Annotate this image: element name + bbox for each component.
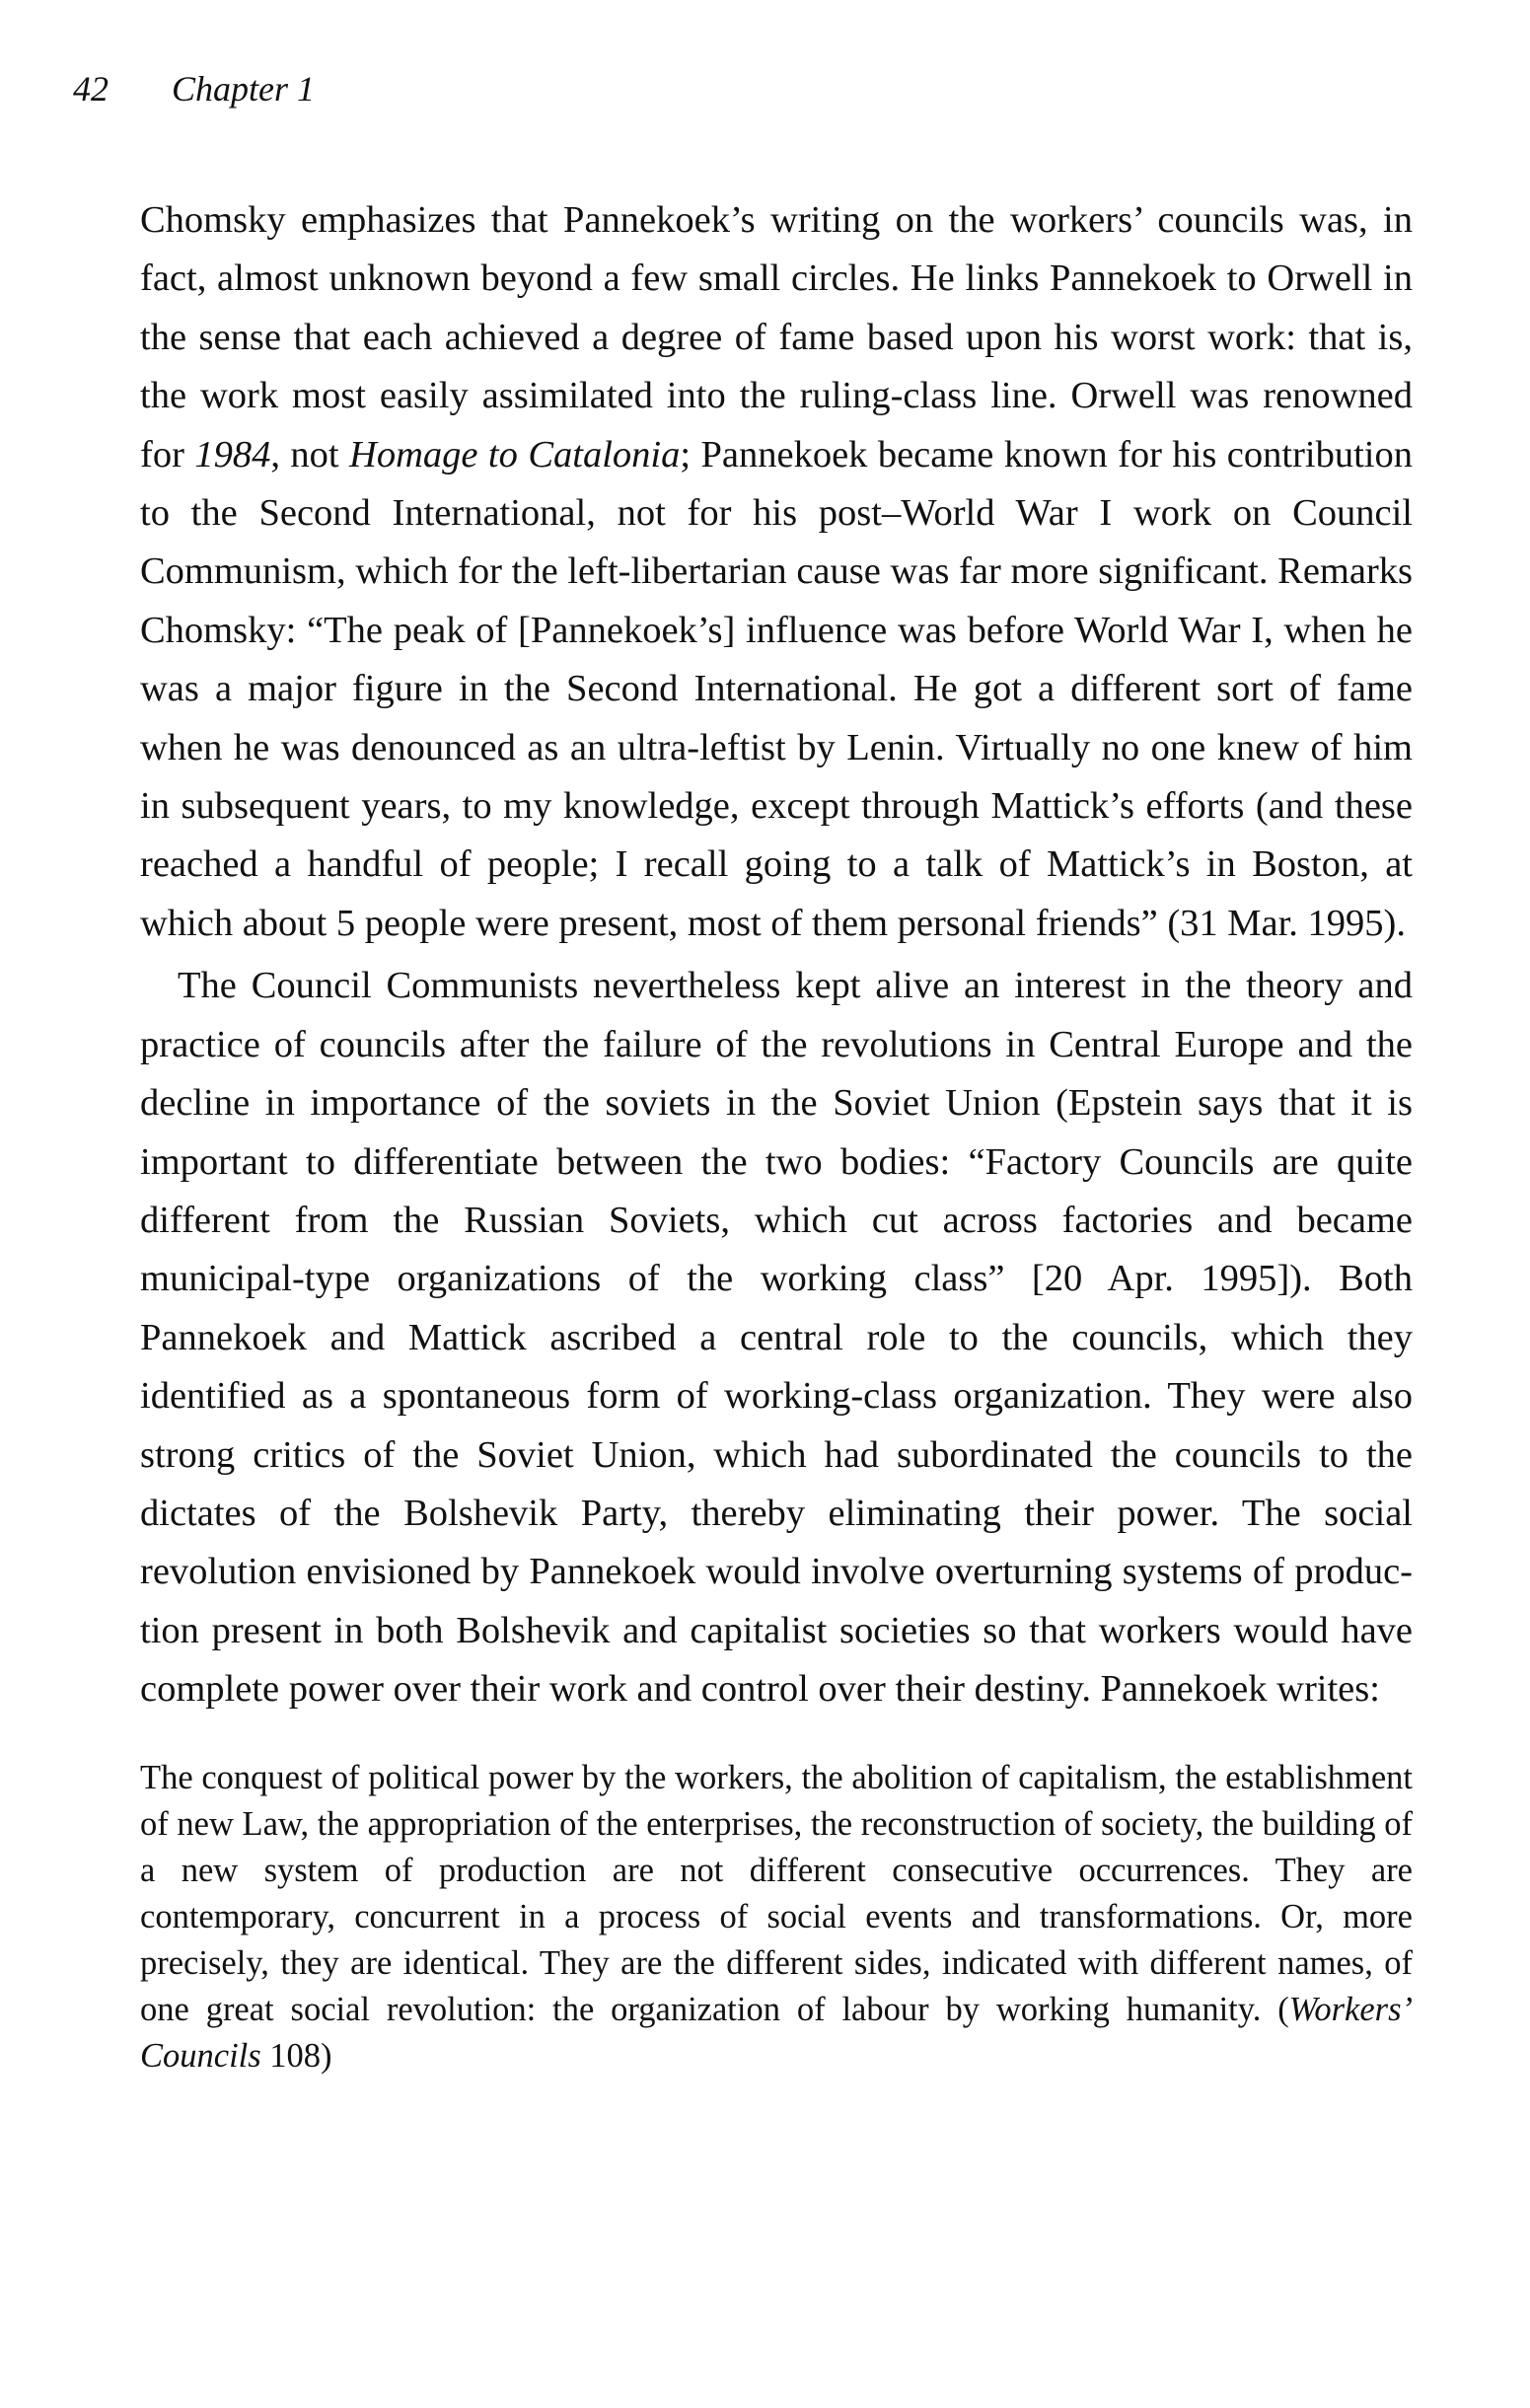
text-block bbox=[140, 191, 1413, 2080]
paragraph-1-text-b: , not bbox=[270, 433, 350, 475]
paragraph-1-text-c: ; Pannekoek became known for his contribution to the Second International, not for his post–World War I work on Council Communism, which for the left-libertarian cause was far more significant. Remarks Chomsky: “The peak of [Pannekoek’s] influence was before World War I, when he was a major figure in the Second International. He got a different sort of fame when he was denounced as an ultra-leftist by Lenin. Virtually no one knew of him in subsequent years, to my knowledge, except through Mattick’s efforts (and these reached a handful of people; I recall going to a talk of Mattick’s in Boston, at which about 5 people were present, most of them personal friends” (31 Mar. 1995). bbox=[140, 433, 1413, 944]
chapter-label: Chapter 1 bbox=[172, 69, 316, 109]
block-quote bbox=[140, 1755, 1413, 2080]
citation-rest: 108) bbox=[260, 2036, 332, 2075]
paragraph-1-text-a: Chomsky emphasizes that Pannekoek’s writing on the workers’ councils was, in fact, almost unknown beyond a few small circles. He links Pannekoek to Orwell in the sense that each achieved a degree of fame based upon his worst work: that is, the work most easily assimilated into the ruling-class line. Orwell was renowned for bbox=[140, 199, 1413, 475]
paragraph-2 bbox=[140, 957, 1413, 1718]
citation-title: Workers’ Councils bbox=[140, 1990, 1413, 2075]
running-head bbox=[73, 61, 315, 116]
page-number: 42 bbox=[73, 69, 109, 109]
block-quote-text: The conquest of political power by the workers, the abolition of capitalism, the establishment of new Law, the appropriation of the enterprises, the reconstruction of society, the building of a new system of production are not different consecutive occurrences. They are contemporary, concurrent in a process of social events and transformations. Or, more precisely, they are identical. They are the different sides, indicated with different names, of one great social revolution: the organization of labour by working humanity. bbox=[140, 1758, 1413, 2028]
title-homage-to-catalonia: Homage to Catalonia bbox=[349, 433, 681, 475]
citation-open: ( bbox=[1277, 1990, 1289, 2028]
title-1984: 1984 bbox=[194, 433, 271, 475]
paragraph-1 bbox=[140, 191, 1413, 953]
paragraph-2-text: The Council Communists nevertheless kept alive an interest in the theory and practice of councils after the failure of the revolutions in Central Europe and the decline in importance of the soviets in the Soviet Union (Epstein says that it is important to differentiate between the two bodies: “Factory Councils are quite different from the Russian Soviets, which cut across factories and became municipal-type organizations of the working class” [20 Apr. 1995]). Both Pannekoek and Mattick ascribed a central role to the councils, which they identified as a spontaneous form of working-class organization. They were also strong critics of the Soviet Union, which had subordinated the councils to the dictates of the Bolshevik Party, thereby eliminating their power. The social revolution envisioned by Pannekoek would involve overturning systems of production present in both Bolshevik and capitalist societies so that workers would have complete power over their work and control over their destiny. Pannekoek writes: bbox=[140, 965, 1413, 1711]
